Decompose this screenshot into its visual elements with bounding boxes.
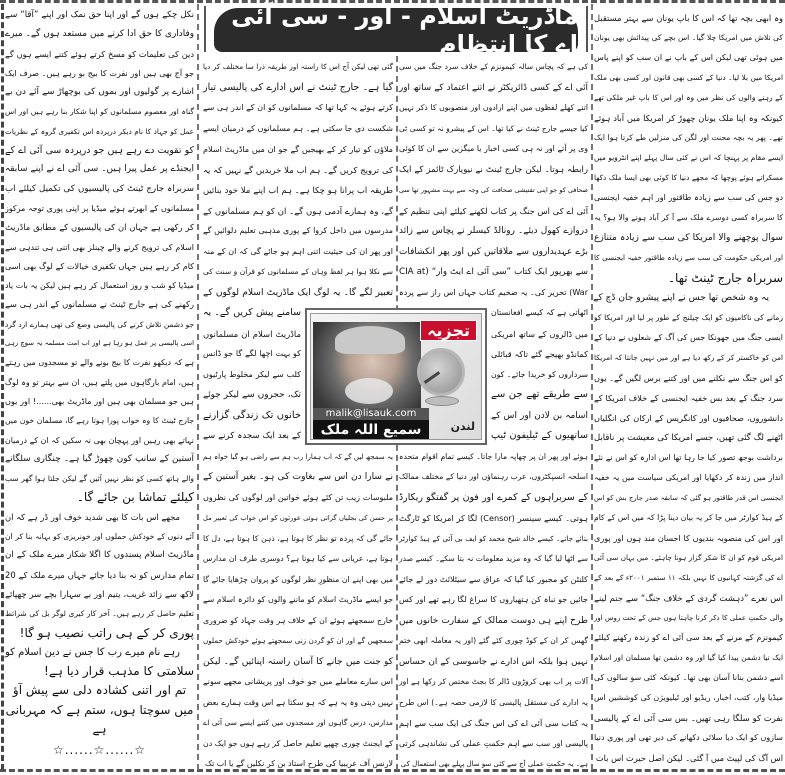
author-beard xyxy=(345,378,393,404)
text-line: طریقہ اب پرانا ہو چکا ہے۔ ہم اب اپنے ملا خود بنائیں xyxy=(203,185,393,195)
text-line: سامنے پیش کریں گے۔ یہ xyxy=(203,307,301,318)
text-line: اشارے پر گولیوں اور بموں کی بوچھاڑ سے آئے دن بے xyxy=(5,87,194,98)
column-divider xyxy=(197,4,199,770)
text-line: سے اٹھا لیا گیا کہ وہ مزید معلومات نہ بتا سکے۔ کیسے صدر xyxy=(399,554,588,563)
text-line: سے طریقے تھے جن سے xyxy=(491,389,588,400)
column-divider xyxy=(591,4,593,770)
text-line: پر حسن کی بجلیاں گراتی ہوئی عورتوں کو اس خواب کی تعبیر مل xyxy=(203,514,393,522)
text-line: کمانڈو بھیجے گئے تاکہ قبائلی xyxy=(491,349,588,359)
text-line: آئی اے کے کسی ڈائریکٹر نے اتنے اعتماد کے ساتھ اور xyxy=(399,82,588,93)
text-line: نے سارا دن اس سے بغاوت کی ہو۔ بغیر آستین کے xyxy=(203,472,393,482)
text-line: اس نعرے ”دہشت گردی کے خلاف جنگ“ سے جنم لینے xyxy=(594,593,783,603)
text-line: گے، وہ ہمارے آدمی ہوں گے۔ ان کو ہم مسلمانوں کے xyxy=(203,205,393,216)
text-line: کے ہیڈ کوارٹر میں جا کر یہ بیان دینا پڑا کہ میں اس کے کام xyxy=(594,513,783,522)
text-line: جائیں جو تباہ کن ہتھیاروں کا سراغ لگا رہے تھے اور کس xyxy=(399,595,588,604)
text-line: کی ترویج کریں گے۔ ہم اب ملا خریدیں گے نہیں کہ یہ xyxy=(203,164,393,175)
text-line: گناہ اور معصوم مسلمانوں کو اپنا شکار بنا رہے ہیں اور اس xyxy=(5,107,194,117)
text-line: بتائے جاتے۔ کیسے خالد شیخ محمد کو ایف بی آئی کے ہیڈ کوارٹر xyxy=(399,533,588,543)
text-line: مدارس، درس گاہوں اور مسجدوں میں کتنے ایسے سی آئی اے xyxy=(203,718,393,727)
poem-verse: میں سوچتا ہوں، ستم ہے کہ مہربانی ہے xyxy=(5,702,194,736)
text-line: جو ایسے ماڈریٹ اسلام کو ماننے والوں کو دائرہ اسلام سے xyxy=(203,595,393,604)
text-line: اسامہ بن لادن اور اس کے xyxy=(491,410,588,421)
text-line: رکھنے کی ہے جارج ٹینٹ نے مسلمانوں کے اندر ہی سے xyxy=(5,299,194,310)
article-column-1 xyxy=(594,8,783,768)
text-line: ملاؤں کو تیار کر کے بھیجیں گے جو ان میں ماڈریٹ اسلام xyxy=(203,144,393,154)
text-line: سربراہ جارج ٹینٹ تھا۔ xyxy=(668,271,783,285)
text-line: تھے۔ پھر یہ بچہ محنت اور لگن کی منزلیں طے کرتا ہوا ایک xyxy=(594,133,783,142)
text-line: میں بھی اپنے ان منظورِ نظر لوگوں کو پروان چڑھایا جائے گا xyxy=(203,574,393,584)
text-line: کے بعد ایک سجدہ کرنے سے xyxy=(203,431,301,441)
text-line: اور اس کی منصوبہ بندیوں کا احسان مند ہوں اور پوری xyxy=(594,533,783,543)
text-line: جارج ٹینٹ کا وہ خواب پورا ہوتا رہے گا، مسلمان خون میں xyxy=(5,416,194,426)
text-line: لارنس آف عریبیا کی طرح استاد بن کر نکلیں گے یا اب تک xyxy=(205,759,393,768)
text-line: کیمونزم کے مرنے کے بعد سی آئی اے کو زندہ رکھنے کیلئے xyxy=(594,633,783,642)
text-line: میں ہوئی تھی لیکن اس کے باپ نے ان سب کو اپنے پاس xyxy=(594,53,783,62)
text-line: تک، حجروں سے لیکر جوئے xyxy=(203,390,301,400)
text-line: گئی تھی لیکن آج اس کا راستہ اور طریقہ ذرا سا مختلف کر دیا xyxy=(203,62,393,71)
text-line: رہے نام میرے رب کا جس نے دین اسلام کو xyxy=(5,646,180,658)
text-line: صحافی کو جو اپنی تفتیشی صحافت کی وجہ سے بہت مشہور تھا سی xyxy=(399,186,588,194)
text-line: گھس کر ان کے کوڈ چوری کئے گئے (اور یہ معاملہ ابھی ختم xyxy=(399,636,588,645)
text-line: سمجھیں گے اور ان کو گردن زنی سمجھتے ہوئے خودکش حملوں xyxy=(203,636,393,645)
headline-title: ماڈریٹ اسلام - اور - سی آئی اے کا انتظام xyxy=(231,2,578,58)
text-line: سازوں کو ایک دیا سلائی دکھانے کی دیر تھی اور پوری دنیا xyxy=(594,733,783,742)
text-line: ایجنڈے پر عمل پیرا ہیں۔ سی آئی اے نے اپنے سابقہ xyxy=(5,164,194,175)
text-line: آئے دنوں کے خودکش حملوں اور خونریزی کو بہانہ بنا کر ان xyxy=(5,532,194,542)
text-line: کے ایجنٹ چوری چھپے تعلیم حاصل کر رہے ہوں جو ایک دن xyxy=(203,738,393,748)
text-line: سوال پوچھنے والا امریکا کی سب سے زیادہ متنازع xyxy=(594,233,783,243)
text-line: تعلیم حاصل کر رہے ہیں۔ آخر کار کیری لوگر بل کی شرائط xyxy=(5,609,194,619)
text-line: کو اس جنگ سے نکلنے میں اور کتنے برس لگیں گے۔ یوں xyxy=(594,373,783,383)
text-line: ایسی جنگ میں جھونکا جس کی آگ کے شعلوں نے دنیا کے xyxy=(594,333,783,342)
text-line: بڑے عہدیداروں سے ملاقاتیں کیں اور پھر انکشافات xyxy=(399,246,588,257)
text-line: کلب سے لیکر مخلوط پارٹیوں xyxy=(203,369,301,379)
text-line: اسلام کی ترویج کرنے والے چینلز بھی اتنی ہی تندہی سے xyxy=(5,242,194,252)
byline-artwork xyxy=(310,313,482,440)
text-line: ہوتی۔ کیسے سینسر (Censor) لگا کر امریکا کو ٹارگٹ xyxy=(399,513,588,523)
text-line: نفرت کو سلگا رہی تھیں۔ بس سی آئی اے کے پالیسی xyxy=(594,713,783,723)
text-line: امریکا میں بلا لیا۔ دنیا کے کسی بھی قانون اور کسی بھی ملک xyxy=(594,73,783,82)
text-line: کر رکھی ہے جہاں ان کی پالیسیوں کے مطابق ماڈریٹ xyxy=(5,222,194,233)
text-line: ہے۔ یہ حکمتِ عملی آج سے کئی سو سال پہلے بھی استعمال کی xyxy=(400,760,588,768)
text-line: میڈیا کو شب و روز استعمال کر رہے ہیں لیکن یہ بات یاد xyxy=(5,281,194,291)
text-line: خارج سمجھتے ہوئے ان کے خلاف ہر وقت جہاد کو ضروری xyxy=(203,615,393,625)
text-line: گیا ہے۔ جارج ٹینٹ نے اس ادارے کی پالیسی تیار xyxy=(203,81,393,93)
text-line: میڈیا وار، کتب، اخبار، ریڈیو اور ٹیلیویژن کی کوششیں اس xyxy=(594,693,783,702)
globe-stand-icon xyxy=(425,396,459,406)
text-line: جائے گی کہ پردہ تو نظر کا ہوتا ہے، ذہن کا ہوتا ہے، دل کا xyxy=(203,533,393,543)
text-line: اسی پالیسی پر عمل ہو رہا ہے اور اب امت مسلمہ یہ سوچ رہی xyxy=(5,339,194,348)
text-line: پالیسی اور سب سے اہم حکمتِ عملی کی نشاندہی کرتی xyxy=(399,738,588,748)
author-hair xyxy=(335,326,405,354)
text-line: مجھے اس بات کا بھی شدید خوف اور ڈر ہے کہ ان xyxy=(5,511,180,522)
text-line: اس آگ کی لپیٹ میں آ گئی۔ لیکن اصل حیرت اس بات xyxy=(595,753,783,763)
text-line: طرح اپنے ہی دوست ممالک کے سفارت خانوں میں xyxy=(399,615,588,626)
text-line: اور امریکی حکومت کی سب سے زیادہ طاقتور خفیہ ایجنسی کا xyxy=(594,253,783,262)
globe-icon xyxy=(417,348,465,396)
text-line: کام کر رہے ہیں جہاں تکفیری خیالات کے لوگ بھی اسی xyxy=(5,261,194,271)
text-line: سربراہ جارج ٹینٹ کی پالیسیوں کی تکمیل کیلئے اب xyxy=(5,183,194,194)
text-line: دین کی تعلیمات کو مسخ کرتے ہوئے کتنے ایسے ہوں گے xyxy=(5,48,194,59)
author-city: لندن xyxy=(450,420,475,433)
text-line: سرداروں کو خریدا جائے۔ کون xyxy=(491,369,588,379)
text-line: یہ سمجھ لیں گے کہ اب ہمارا رب ہم سے راضی ہو گیا خواہ ہم xyxy=(203,452,393,461)
text-line: وفاداری کا حق ادا کرنے میں مستعد ہوں گے۔ میرے xyxy=(5,29,194,40)
text-line: یہ کتاب سی آئی اے کی اس جنگ کی ایک سب سے اہم xyxy=(399,718,588,728)
text-line: مسکراتے ہوئے پوچھا کہ مجھے دنیا کا کوئی بھی ایسا ملک دکھا xyxy=(594,173,783,182)
text-line: ہیں، امام بارگاہوں میں پلتے ہیں، ان سے بہتر تو وہ لوگ xyxy=(5,377,194,387)
text-line: خانوں تک زندگی گزارنے xyxy=(203,409,301,421)
text-line: سے نکلا ہوا ہر لفظ وہاں کے مسلمانوں کو قرآن و سنت کی xyxy=(203,267,393,276)
text-line: آئی اے کی اس جنگ پر کتاب لکھنے کیلئے اپنی تنظیم کے xyxy=(399,205,588,216)
text-line: کی ہے کہ پچاس سالہ کیمونزم کے خلاف سرد جنگ میں سی xyxy=(399,62,588,71)
text-line: آستین کے سانپ کون چھوڑ گیا ہے۔ چنگاری سلگانے xyxy=(5,453,194,464)
text-line: ماڈریٹ اسلام ان مسلمانوں xyxy=(203,328,301,339)
article-column-4 xyxy=(5,6,194,761)
text-line: یہ ادارے کی مستقل پالیسی کا لازمی حصہ ہے۔) اس طرح xyxy=(399,697,588,707)
text-line: ہوئے اور پھر ان پر چھاپہ مارا جاتا۔ کیسے تمام اقوام متحدہ xyxy=(399,451,588,461)
text-line: ساتھیوں کے ٹیلیفون ٹیپ xyxy=(491,430,588,441)
text-line: شکست دی جا سکتی ہے۔ ہم مسلمانوں کے درمیان ایسے xyxy=(203,123,393,133)
end-mark-stars: ☆......☆......☆ xyxy=(52,743,147,758)
text-line: اتنے کھلے لفظوں میں اپنے ارادوں اور منصوبوں کا ذکر نہیں xyxy=(399,103,588,112)
text-line: مدرسوں میں داخل کروا کے پوری مذہبی تعلیم دلوائیں گے xyxy=(203,226,393,235)
text-line: دانشوروں، صحافیوں اور کانگریس کے ارکان کی انگلیاں xyxy=(594,413,783,423)
text-line: ماڈریٹ اسلام پسندوں کا اگلا شکار میرے ملک کے ان xyxy=(5,550,194,561)
text-line: کے رہنے والوں کی نظر میں وہ اور اس کا باپ غیر ملکی تھے xyxy=(594,93,783,102)
headline-banner xyxy=(204,2,588,58)
text-line: تمام مدارس کو نہ بنا دیا جائے جہاں میرے ملک کے 20 xyxy=(5,569,194,580)
text-line: برداشت بوجھ تصور کیا جا رہا تھا اس ادارہ کو اس نے نئے xyxy=(594,453,783,462)
text-line: مسلمانوں کے ابھرتے ہوئے میڈیا پر اپنی پوری توجہ مرکوز xyxy=(5,203,194,213)
text-line: جو دشمن تلاش کرنے کی پالیسی وضع کی تھی ہمارے ارد گرد xyxy=(5,319,194,329)
text-line: کی تلاش میں امریکا چلا گیا۔ اس بچے کی پیدائش بھی یونان xyxy=(594,33,783,42)
section-tag: تجزیہ xyxy=(420,320,477,341)
left-border xyxy=(1,4,4,770)
text-line: آلات پر اب بھی کروڑوں ڈالر کا بجٹ مختص کر رکھا ہے اور xyxy=(399,677,588,686)
text-line: وہ ابھی بچہ تھا کہ اس کا باپ یونان سے بہتر مستقبل xyxy=(594,13,783,23)
text-line: زمانے کی ناکامیوں کو ایک چیلنج کے طور پر لیا اور امریکا کو xyxy=(594,313,783,322)
text-line: نہیں ہوا بلکہ اس ادارے نے جاسوسی کے ان حساس xyxy=(399,656,588,667)
text-line: دو جس کی سب سے زیادہ طاقتور اور اہم خفیہ ایجنسی xyxy=(594,193,783,202)
text-line: تعبیر لگے گا۔ یہ لوگ ایک ماڈریٹ اسلام لوگوں کے xyxy=(203,287,393,298)
text-line: ایجنسی اس قدر طاقتور ہو گئی کہ سابقہ صدر جارج بش کو اس xyxy=(594,494,783,502)
text-line: سلامتی کا مذہب قرار دیا ہے! xyxy=(44,664,194,679)
headline-pill xyxy=(214,2,578,58)
columnist-byline-box xyxy=(305,308,487,445)
text-line: نہاتے بھی رہیں اور پہچان بھی نہ سکیں کہ ان کے درمیان xyxy=(5,435,194,445)
text-line: ہوتا ہے، عریانی سے کیا ہوتا ہے؟ دوسری طرف ان مدارس xyxy=(203,554,393,563)
text-line: انداز میں زندہ کر دکھایا اور امریکی سیاست میں یہ خفیہ xyxy=(594,473,783,482)
text-line: ایک نیا دشمن پیدا کیا گیا اور وہ دشمن تھا مسلمان اور اسلام xyxy=(594,653,783,662)
text-line: کیونکہ وہ اپنا ملک یونان چھوڑ کر امریکا میں آباد ہوئے xyxy=(594,113,783,123)
text-line: امریکی قوم کو ان کا شکر گزار ہونا چاہئے۔ میں یہاں سی آئی xyxy=(594,553,783,562)
text-line: کو جنت میں جانے کا آسان راستہ اپنائیں گے۔ لیکن xyxy=(203,656,393,667)
poem-verse: تم اور اتنی کشادہ دلی سے پیش آؤ xyxy=(12,683,187,698)
text-line: اس سارے معاملے میں جو خوف اور پریشانی مجھے سونے xyxy=(203,677,393,686)
text-line: یہ وہ شخص تھا جس نے اپنے پیشرو جان ڈچ کے xyxy=(593,293,769,303)
text-line: عمل کو جہاد کا نام دیکر درپردہ اس تکفیری گروہ کے نظریات xyxy=(5,126,194,136)
text-line: اسلحہ انسپکٹروں، عرب رہنماؤں اور دنیا کے مختلف ممالک xyxy=(399,472,588,481)
text-line: اے کی گزشتہ کہانیوں کا نہیں بلکہ ۱۱ ستمبر ۲۰۰۱ء کے بعد کے xyxy=(594,573,783,582)
text-line: War) تحریر کی۔ یہ ضخیم کتاب جہاں اس راز سے پردہ xyxy=(399,287,588,297)
text-line: کرتے ہوئے یہ کہا تھا کہ مسلمانوں کو ان کے اندر ہی سے xyxy=(203,103,393,112)
text-line: سرد جنگ کے بعد بس خفیہ ایجنسی کے خلاف امریکا کے xyxy=(594,393,783,403)
text-line: کا سربراہ کسی دوسرے ملک سے آ کر آباد ہونے والا ہو؟ یہ xyxy=(594,213,783,222)
text-line: کو تقویت دے رہے ہیں جو درپردہ سی آئی اے کے xyxy=(5,145,194,157)
text-line: جو آج بھی ہیں اور نفرت کا بیج بو رہے ہیں۔ صرف ایک xyxy=(5,68,194,78)
text-line: رابطہ ہوتا۔ لیکن جارج ٹینٹ نے نیویارک ٹائمز کے ایک xyxy=(399,164,588,175)
text-line: ایسے مقام پر پہنچا کہ اس نے کئی سال پہلے اپنے انٹرویو میں xyxy=(594,153,783,162)
text-line: کیلئے تماشا بن جائے گا۔ xyxy=(76,490,194,505)
text-line: ملبوسات زیب تن کئے ہوئے خواتین اور لوگوں کی نظروں xyxy=(203,492,393,502)
text-line: اٹھنے لگ گئی تھیں، جسے امریکا کی معیشت پر ناقابل xyxy=(594,433,783,443)
text-line: اسے دشمن بنانا آسان بھی تھا۔ کیونکہ کئی سو سالوں کی xyxy=(594,673,783,682)
author-email: malik@lisauk.com xyxy=(313,408,429,420)
author-name: سمیع اللہ ملک xyxy=(313,420,429,440)
text-line: اور پھر ان کی حیثیت اتنی اہم ہو جائے گی کہ ان کے منہ xyxy=(203,246,393,256)
text-line: سے بھرپور ایک کتاب ”سی آئی اے ایٹ وار“ (CIA at xyxy=(399,267,589,277)
text-line: کو بہت اچھا لگے گا جو ڈانس xyxy=(203,349,301,358)
text-line: ہیں جو مسلمان بھی ہیں اور ماڈریٹ بھی......! اور یوں xyxy=(5,396,194,406)
text-line: امن کو خاکستر کر کے رکھ دیا ہے اور میں نہیں جانتا کہ امریکا xyxy=(594,353,783,362)
text-line: ہے کہ دیکھو نفرت کا بیج بونے والے تو مسجدوں میں رہتے xyxy=(5,358,194,368)
text-line: کلنٹن کو مجبور کیا گیا کہ عراق سے سیٹلائٹ دور لے جائے xyxy=(399,574,588,584)
text-line: نہیں دیتی وہ یہ ہے کہ ہو سکتا ہے اس وقت ہمارے بعض xyxy=(203,697,393,707)
text-line: وی پر آتے اور نہ ہی کسی اخبار یا میگزین سے ان کا کوئی xyxy=(399,144,588,153)
text-line: نکل چکے ہوں گے اور اپنا حق نمک اور اپنے ”آقا“ سے xyxy=(5,10,194,20)
author-photo xyxy=(313,322,421,422)
text-line: کے سربراہوں کے کمرے اور فون پر گفتگو ریکارڈ xyxy=(399,491,588,503)
text-line: میں ڈالروں کے ساتھ امریکی xyxy=(491,328,588,339)
text-line: اٹھاتی ہے کہ کیسے افغانستان xyxy=(491,308,588,317)
text-line: کیا جیسے جارج ٹینٹ نے کیا تھا۔ اس کے پیشرو نہ تو کسی ٹی xyxy=(399,123,588,133)
text-line: دروازے کھول دیئے۔ رونالڈ کیسلر نے پچاس سے زائد xyxy=(399,226,588,236)
text-line: لاکھ سے زائد غریب، یتیم اور بے سہارا بچے سر چھپائے xyxy=(5,588,194,599)
text-line: والی حکمتِ عملی کا ذکر کرنا چاہتا ہوں جس کے تحت روس اور xyxy=(594,614,783,622)
text-line: والے ہاتھ کسی کو نظر نہیں آئیں گے لیکن جلتا ہوا گھر سب xyxy=(5,474,194,484)
text-line: پوری کر کے ہی راتب نصیب ہو گا! xyxy=(19,625,194,640)
